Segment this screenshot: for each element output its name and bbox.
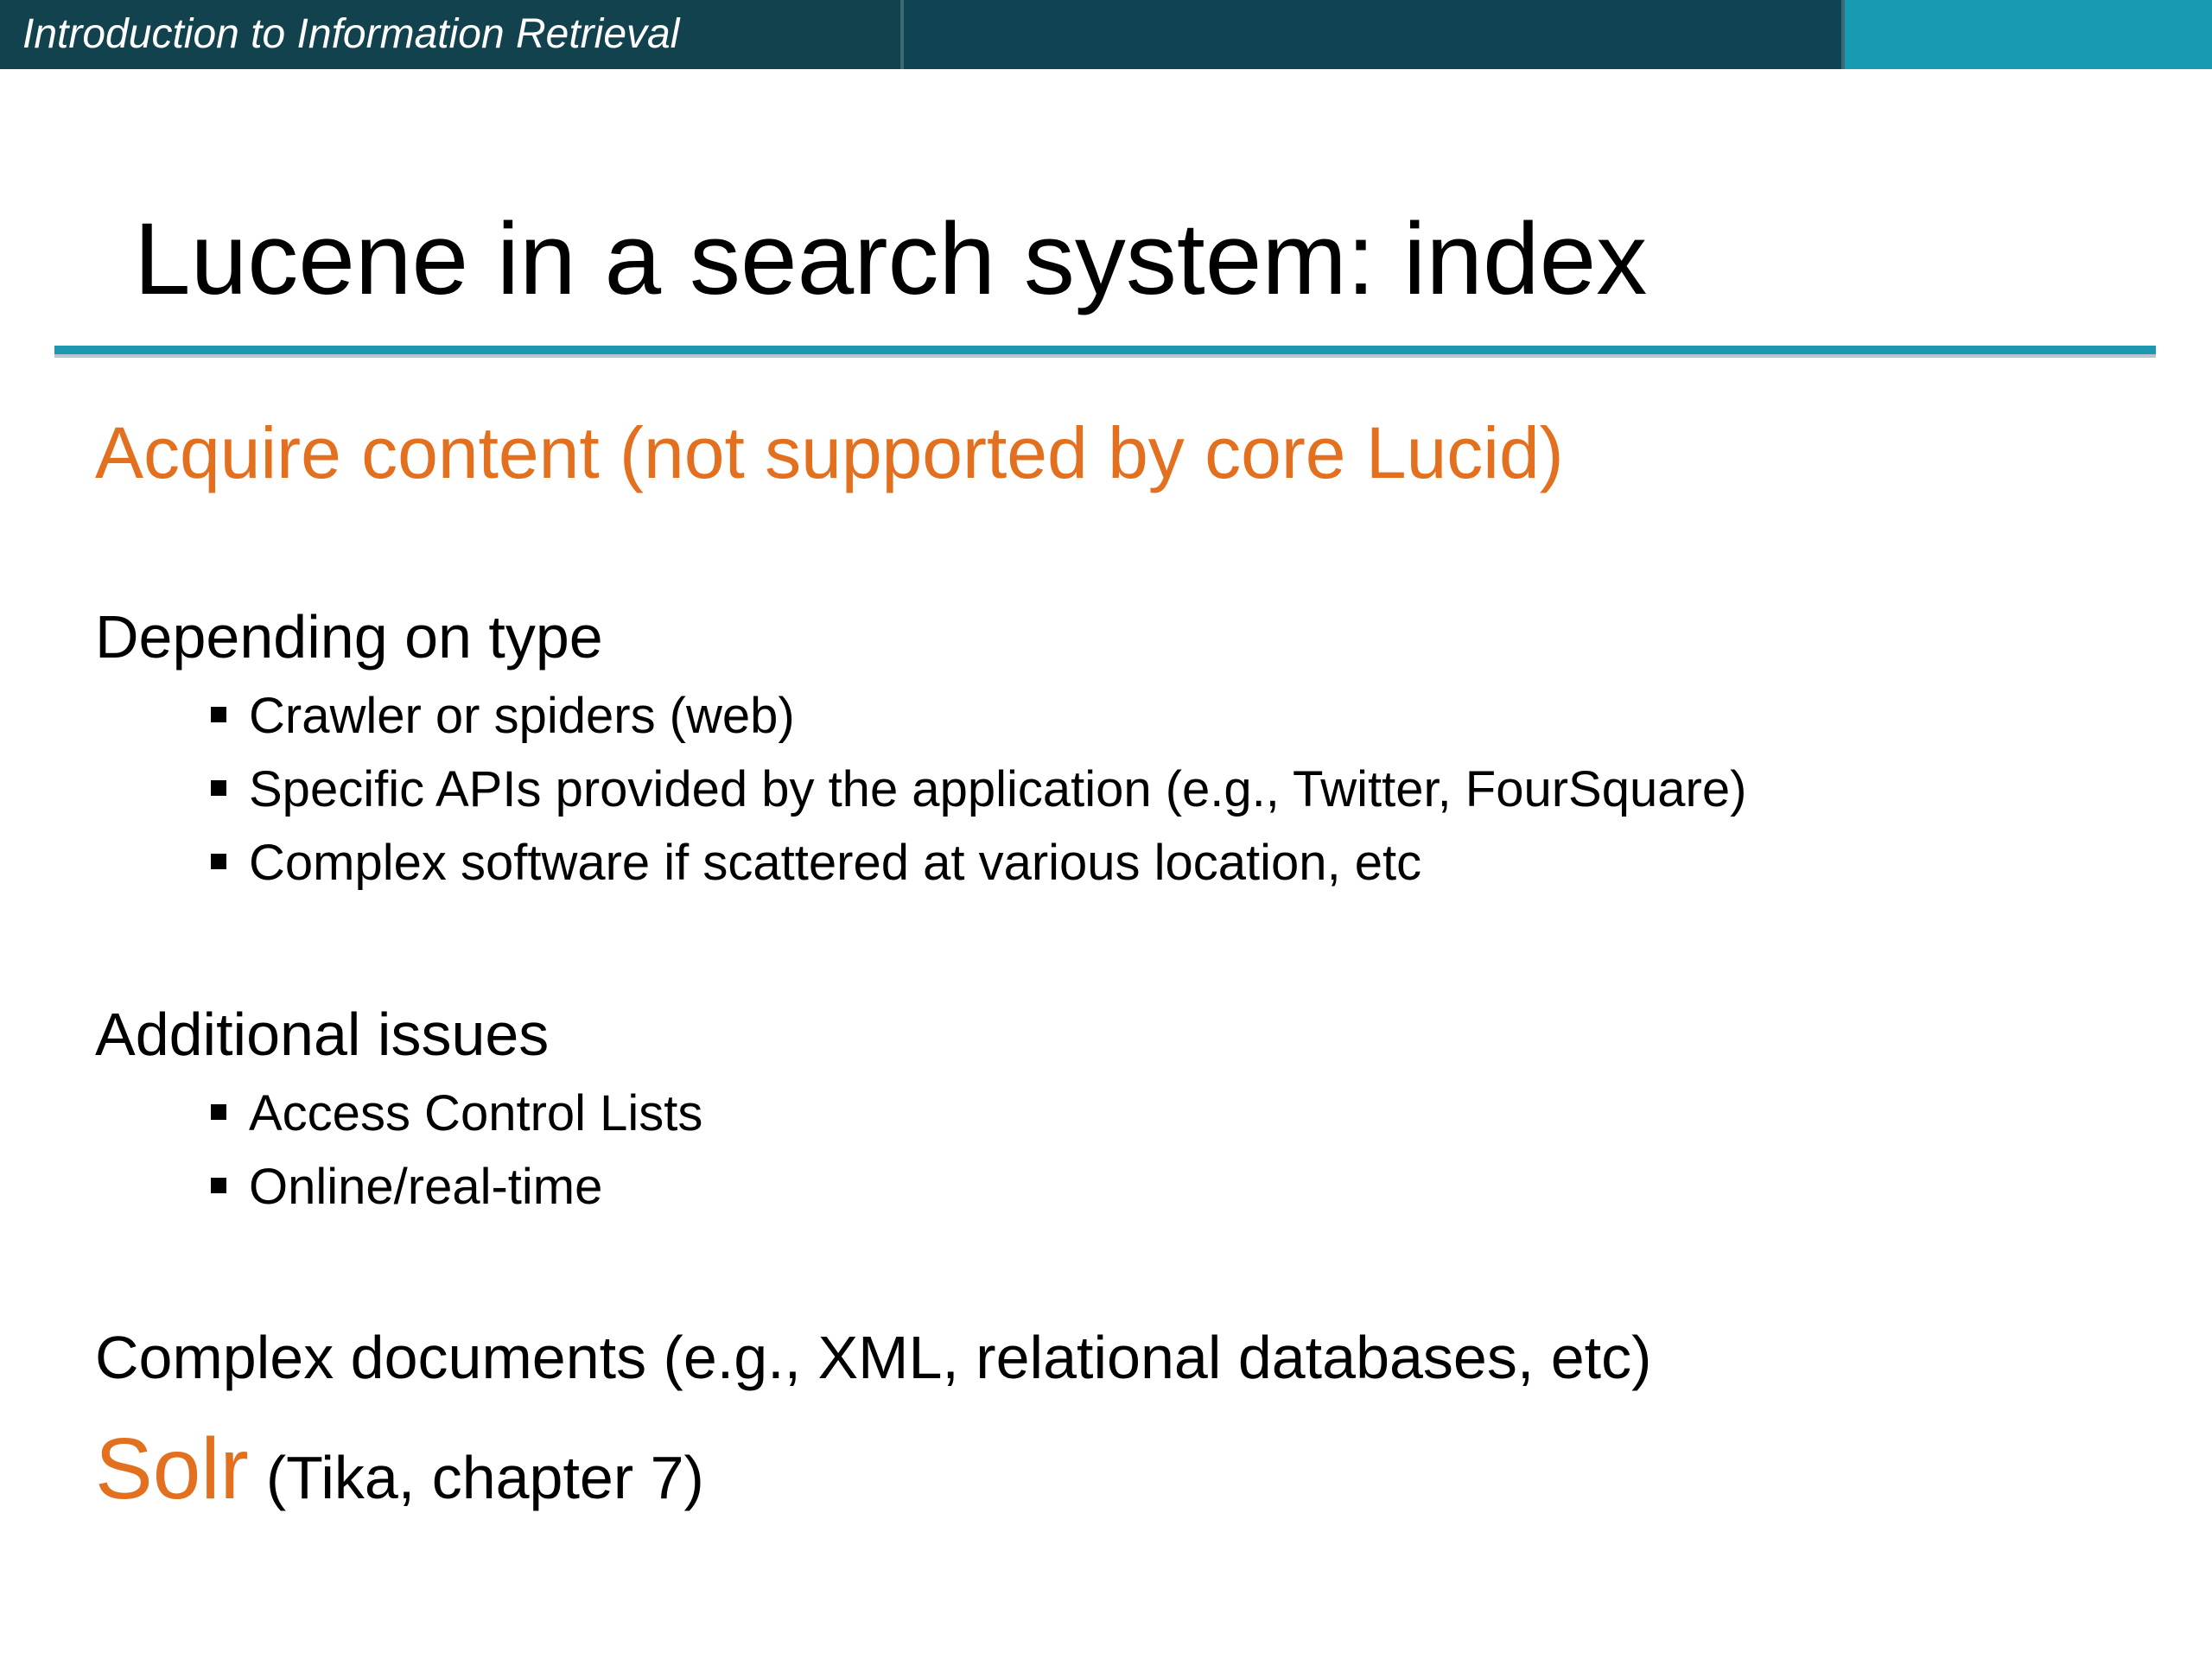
bullet-text: Specific APIs provided by the application (e.g., Twitter, FourSquare) [249,761,1747,817]
bullet-text: Crawler or spiders (web) [249,688,795,744]
bullet-text: Online/real-time [249,1159,603,1215]
slide-title: Lucene in a search system: index [134,202,1648,316]
solr-note: (Tika, chapter 7) [265,1444,704,1511]
list-item [207,1077,702,1150]
header-segment-dark-2 [904,0,1843,69]
list-item [207,753,1746,826]
depending-bullet-list [207,679,1746,899]
course-title: Introduction to Information Retrieval [22,11,680,57]
solr-line [95,1417,704,1529]
header-bar [0,0,2212,69]
bullet-text: Complex software if scattered at various location, etc [249,835,1422,891]
square-bullet-icon [211,780,226,796]
additional-issues-heading: Additional issues [95,1001,550,1068]
title-underline-shadow [54,354,2156,358]
solr-word: Solr [95,1421,249,1517]
square-bullet-icon [211,1178,226,1193]
square-bullet-icon [211,1104,226,1120]
depending-heading: Depending on type [95,603,603,671]
list-item [207,1150,702,1224]
complex-documents-line: Complex documents (e.g., XML, relational databases, etc) [95,1324,1652,1391]
list-item [207,679,1746,753]
square-bullet-icon [211,707,226,722]
list-item [207,826,1746,899]
square-bullet-icon [211,854,226,869]
bullet-text: Access Control Lists [249,1085,703,1141]
additional-bullet-list [207,1077,702,1224]
header-segment-teal [1845,0,2212,69]
title-underline [54,346,2156,354]
acquire-content-heading: Acquire content (not supported by core Lucid) [95,412,1564,493]
